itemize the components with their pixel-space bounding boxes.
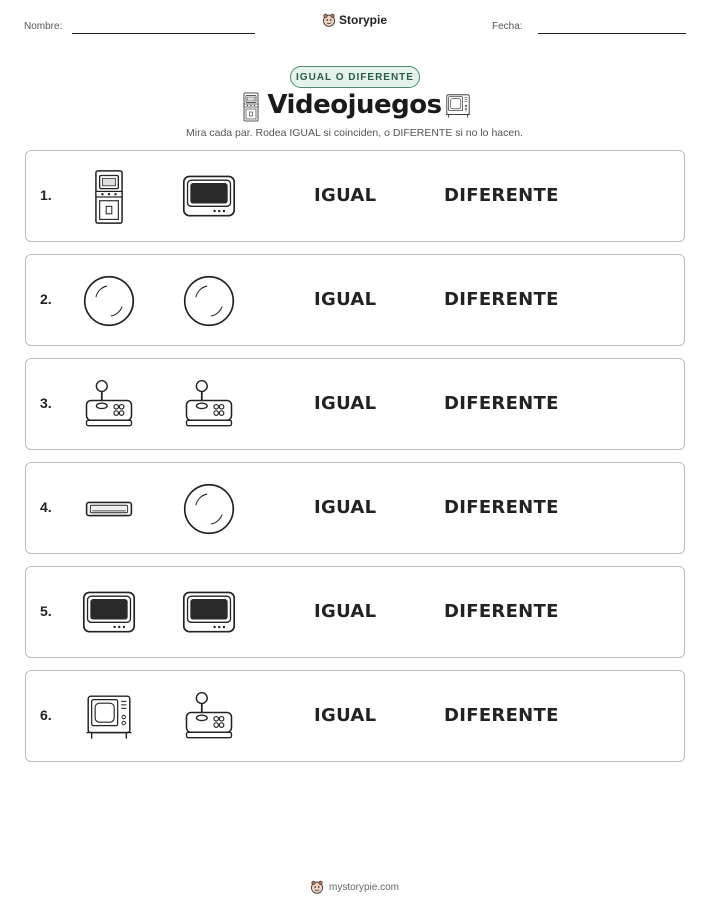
crt-monitor-icon [181,589,237,637]
option-diferente[interactable]: DIFERENTE [444,289,559,310]
joystick-icon [182,378,236,432]
row-number: 5. [40,603,52,619]
arcade-button-icon [181,481,237,537]
row-number: 4. [40,499,52,515]
option-igual[interactable]: IGUAL [314,289,377,310]
option-igual[interactable]: IGUAL [314,497,377,518]
retro-tv-icon [444,92,472,120]
row-number: 6. [40,707,52,723]
date-field[interactable] [538,33,686,34]
option-igual[interactable]: IGUAL [314,185,377,206]
right-picture [179,271,239,331]
name-label: Nombre: [24,21,63,32]
row-number: 2. [40,291,52,307]
right-picture [179,583,239,643]
arcade-cabinet-icon [89,169,129,225]
exercise-row-3 [25,358,685,450]
left-picture [79,479,139,539]
option-diferente[interactable]: DIFERENTE [444,601,559,622]
storypie-logo-icon [322,13,336,27]
cartridge-slot-icon [81,499,137,519]
row-number: 3. [40,395,52,411]
retro-tv-icon [83,691,135,743]
left-picture [79,375,139,435]
option-igual[interactable]: IGUAL [314,705,377,726]
right-picture [179,479,239,539]
left-picture [79,167,139,227]
crt-monitor-icon [181,173,237,221]
arcade-button-icon [81,273,137,329]
option-igual[interactable]: IGUAL [314,601,377,622]
right-picture [179,375,239,435]
option-diferente[interactable]: DIFERENTE [444,185,559,206]
left-picture [79,271,139,331]
footer-url[interactable]: mystorypie.com [328,881,399,893]
right-picture [179,687,239,747]
right-picture [179,167,239,227]
storypie-logo-icon [310,880,324,894]
joystick-icon [82,378,136,432]
instructions: Mira cada par. Rodea IGUAL si coinciden, o DIFERENTE si no lo hacen. [186,127,523,139]
crt-monitor-icon [81,589,137,637]
category-badge: IGUAL O DIFERENTE [290,66,420,88]
page-title: Videojuegos [267,90,442,120]
exercise-row-4 [25,462,685,554]
exercise-row-1 [25,150,685,242]
joystick-icon [182,690,236,744]
option-igual[interactable]: IGUAL [314,393,377,414]
left-picture [79,687,139,747]
brand [0,13,709,30]
row-number: 1. [40,187,52,203]
exercise-row-2 [25,254,685,346]
option-diferente[interactable]: DIFERENTE [444,497,559,518]
footer [0,880,709,897]
option-diferente[interactable]: DIFERENTE [444,705,559,726]
arcade-button-icon [181,273,237,329]
left-picture [79,583,139,643]
exercise-row-6 [25,670,685,762]
option-diferente[interactable]: DIFERENTE [444,393,559,414]
brand-name: Storypie [338,13,387,27]
date-label: Fecha: [492,21,523,32]
exercise-row-5 [25,566,685,658]
name-field[interactable] [72,33,255,34]
